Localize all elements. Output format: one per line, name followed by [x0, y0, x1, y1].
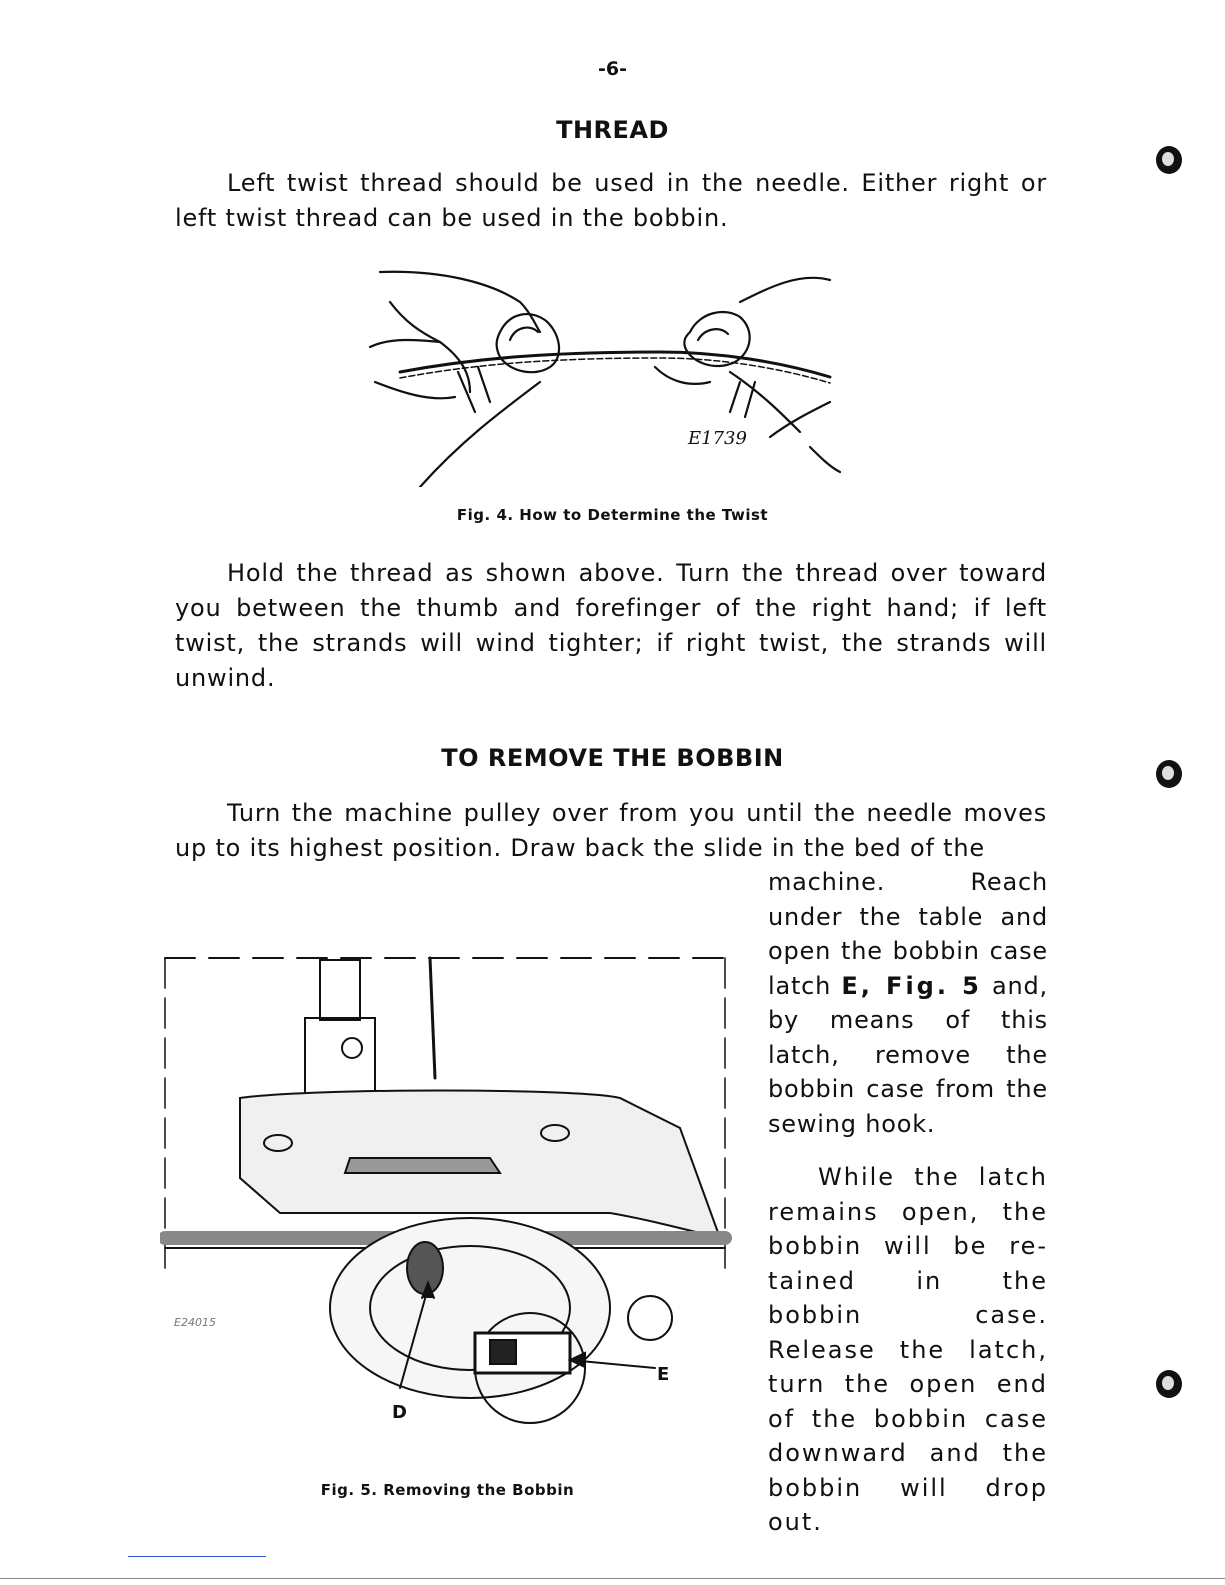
fig5-code: E24015	[174, 1316, 216, 1329]
punch-hole-bottom	[1156, 1370, 1182, 1398]
bobbin-heading: TO REMOVE THE BOBBIN	[441, 744, 784, 772]
fig4-code: E1739	[688, 428, 747, 449]
bobbin-side-fig-ref: E, Fig. 5	[841, 971, 982, 1000]
punch-hole-top	[1156, 146, 1182, 174]
fig5-caption: Fig. 5. Removing the Bobbin	[320, 1481, 575, 1499]
fig4-caption: Fig. 4. How to Determine the Twist	[456, 506, 769, 524]
thread-heading: THREAD	[556, 116, 669, 144]
link-underline-mark	[128, 1556, 266, 1557]
fig5-label-d: D	[392, 1402, 407, 1423]
thread-intro-paragraph: Left twist thread should be used in the needle. Either right or left twist thread can be used in the bobbin.	[175, 169, 1047, 232]
punch-hole-middle	[1156, 760, 1182, 788]
thread-body-paragraph: Hold the thread as shown above. Turn the thread over toward you between the thumb and forefinger of the right hand; if left twist, the strands will wind tighter; if right twist, the strands will unwind.	[175, 559, 1047, 692]
fig5-label-e: E	[657, 1364, 670, 1385]
bobbin-side-paragraph-1	[768, 865, 1048, 1141]
fig4-twist-illustration	[360, 262, 850, 487]
bobbin-side-text-a: machine. Reach under the table and open the bobbin case latch	[768, 868, 1048, 1000]
bobbin-side-paragraph-2: While the latch remains open, the bobbin will be re-tained in the bobbin case. Release the latch, turn the open end of the bobbin case downward and the bobbin will drop out.	[768, 1163, 1048, 1536]
bobbin-side-text-b: and, by means of this latch, remove the bobbin case from the sewing hook.	[768, 971, 1048, 1138]
bottom-rule	[0, 1578, 1225, 1579]
fig5-bobbin-illustration	[160, 948, 735, 1428]
page-number: -6-	[598, 58, 627, 80]
bobbin-intro-paragraph: Turn the machine pulley over from you until the needle moves up to its highest position. Draw back the slide in the bed of the	[175, 799, 1047, 862]
